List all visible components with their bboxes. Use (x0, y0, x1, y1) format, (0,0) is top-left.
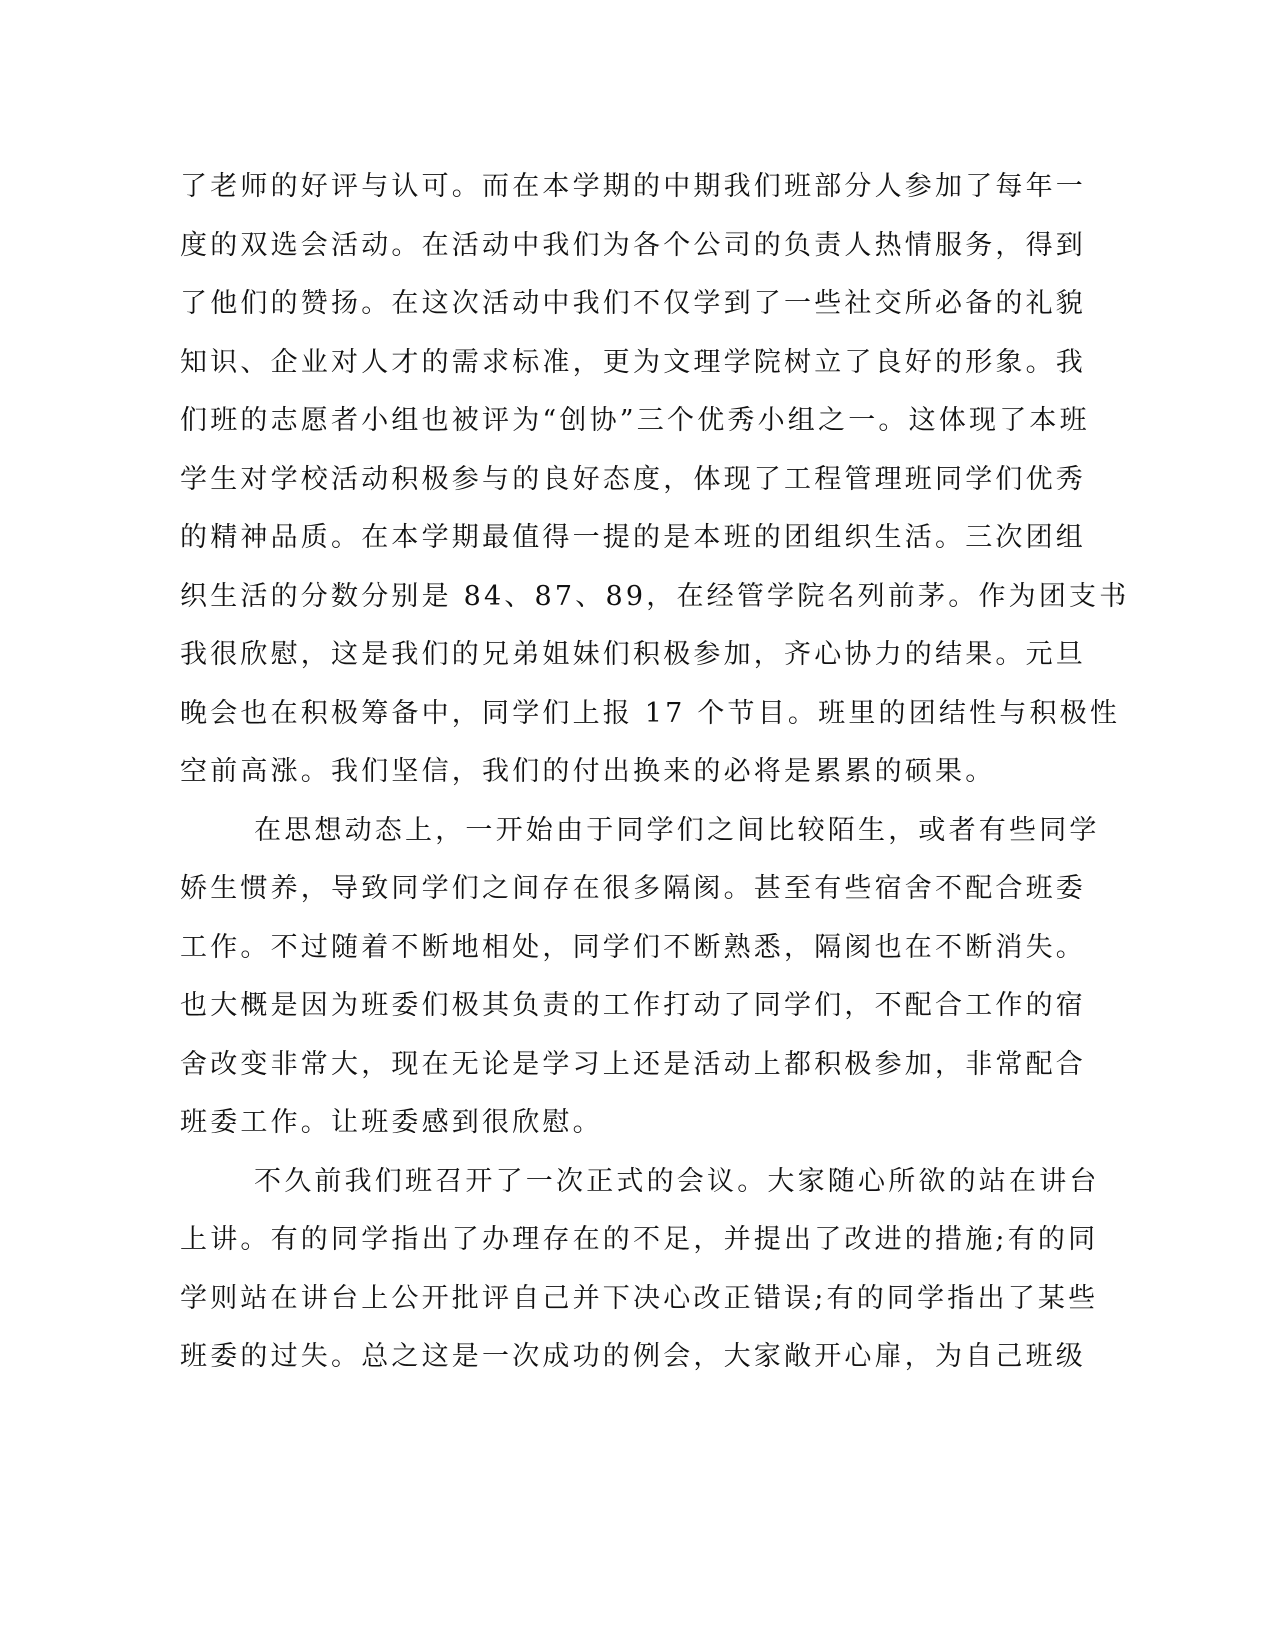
text-line: 度的双选会活动。在活动中我们为各个公司的负责人热情服务，得到 (180, 229, 1086, 261)
text-line: 学则站在讲台上公开批评自己并下决心改正错误;有的同学指出了某些 (180, 1282, 1099, 1314)
text-line: 学生对学校活动积极参与的良好态度，体现了工程管理班同学们优秀 (180, 463, 1086, 495)
text-line: 晚会也在积极筹备中，同学们上报 17 个节目。班里的团结性与积极性 (180, 697, 1121, 729)
text-line: 知识、企业对人才的需求标准，更为文理学院树立了良好的形象。我 (180, 346, 1086, 378)
text-line: 班委工作。让班委感到很欣慰。 (180, 1107, 603, 1138)
text-line: 舍改变非常大，现在无论是学习上还是活动上都积极参加，非常配合 (180, 1048, 1086, 1080)
document-body (180, 158, 1130, 1387)
paragraph-3 (180, 1153, 1100, 1387)
text-line: 工作。不过随着不断地相处，同学们不断熟悉，隔阂也在不断消失。 (180, 931, 1086, 963)
text-line: 空前高涨。我们坚信，我们的付出换来的必将是累累的硕果。 (180, 756, 996, 787)
text-line: 也大概是因为班委们极其负责的工作打动了同学们，不配合工作的宿 (180, 990, 1086, 1021)
text-line: 上讲。有的同学指出了办理存在的不足，并提出了改进的措施;有的同 (180, 1224, 1099, 1255)
paragraph-1 (180, 158, 1130, 802)
text-line: 在思想动态上，一开始由于同学们之间比较陌生，或者有些同学 (254, 814, 1100, 846)
text-line: 了老师的好评与认可。而在本学期的中期我们班部分人参加了每年一 (180, 171, 1086, 202)
text-line: 织生活的分数分别是 84、87、89，在经管学院名列前茅。作为团支书 (180, 580, 1130, 612)
text-line: 班委的过失。总之这是一次成功的例会，大家敞开心扉，为自己班级 (180, 1341, 1086, 1372)
text-line: 的精神品质。在本学期最值得一提的是本班的团组织生活。三次团组 (180, 522, 1086, 553)
text-line: 不久前我们班召开了一次正式的会议。大家随心所欲的站在讲台 (254, 1165, 1100, 1197)
text-line: 了他们的赞扬。在这次活动中我们不仅学到了一些社交所必备的礼貌 (180, 288, 1086, 319)
paragraph-2 (180, 802, 1100, 1153)
text-line: 们班的志愿者小组也被评为“创协”三个优秀小组之一。这体现了本班 (180, 405, 1090, 436)
text-line: 我很欣慰，这是我们的兄弟姐妹们积极参加，齐心协力的结果。元旦 (180, 639, 1086, 670)
text-line: 娇生惯养，导致同学们之间存在很多隔阂。甚至有些宿舍不配合班委 (180, 873, 1086, 904)
